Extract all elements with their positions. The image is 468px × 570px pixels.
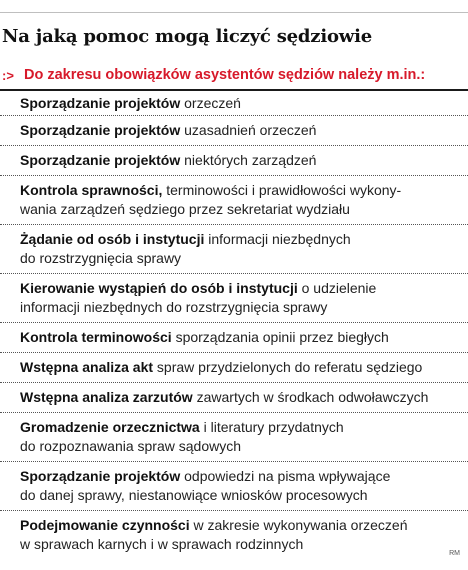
item-bold: Sporządzanie projektów bbox=[20, 152, 181, 168]
list-item bbox=[0, 176, 468, 225]
list-item bbox=[0, 353, 468, 383]
item-bold: Gromadzenie orzecznictwa bbox=[20, 419, 200, 435]
item-bold: Sporządzanie projektów bbox=[20, 122, 181, 138]
item-text-line2: wania zarządzeń sędziego przez sekretariat wydziału bbox=[20, 201, 350, 217]
item-text-line2: do rozstrzygnięcia sprawy bbox=[20, 250, 182, 266]
page-title: Na jaką pomoc mogą liczyć sędziowie bbox=[2, 26, 372, 47]
item-bold: Żądanie od osób i instytucji bbox=[20, 231, 205, 247]
subheading-text: Do zakresu obowiązków asystentów sędziów należy m.in.: bbox=[24, 67, 426, 83]
list-item bbox=[0, 225, 468, 274]
list-item bbox=[0, 413, 468, 462]
list-item bbox=[0, 274, 468, 323]
list-item bbox=[0, 383, 468, 413]
item-text: w zakresie wykonywania orzeczeń bbox=[189, 517, 408, 533]
list-item bbox=[0, 323, 468, 353]
item-text: zawartych w środkach odwoławczych bbox=[192, 389, 429, 405]
item-text: orzeczeń bbox=[180, 95, 241, 111]
item-bold: Sporządzanie projektów bbox=[20, 468, 181, 484]
item-text: niektórych zarządzeń bbox=[180, 152, 317, 168]
item-text: spraw przydzielonych do referatu sędziego bbox=[153, 359, 423, 375]
item-bold: Sporządzanie projektów bbox=[20, 95, 181, 111]
arrow-icon: :> bbox=[2, 67, 14, 83]
section-subheading bbox=[0, 63, 466, 87]
item-text: i literatury przydatnych bbox=[199, 419, 344, 435]
item-text: uzasadnień orzeczeń bbox=[180, 122, 317, 138]
item-bold: Kierowanie wystąpień do osób i instytucji bbox=[20, 280, 298, 296]
item-text-line2: w sprawach karnych i w sprawach rodzinnych bbox=[20, 536, 304, 552]
item-text-line2: do rozpoznawania spraw sądowych bbox=[20, 438, 242, 454]
list-item bbox=[0, 146, 468, 176]
item-bold: Podejmowanie czynności bbox=[20, 517, 190, 533]
credit-label: RM bbox=[449, 550, 460, 557]
item-text: terminowości i prawidłowości wykony- bbox=[162, 182, 402, 198]
item-bold: Wstępna analiza akt bbox=[20, 359, 154, 375]
item-text: informacji niezbędnych bbox=[204, 231, 351, 247]
item-text: sporządzania opinii przez biegłych bbox=[171, 329, 389, 345]
list-item bbox=[0, 511, 468, 559]
duties-list bbox=[0, 91, 468, 559]
item-text-line2: do danej sprawy, niestanowiące wniosków procesowych bbox=[20, 487, 368, 503]
list-item bbox=[0, 91, 468, 116]
item-bold: Wstępna analiza zarzutów bbox=[20, 389, 193, 405]
list-item bbox=[0, 116, 468, 146]
item-bold: Kontrola sprawności, bbox=[20, 182, 163, 198]
list-item bbox=[0, 462, 468, 511]
item-bold: Kontrola terminowości bbox=[20, 329, 172, 345]
item-text: odpowiedzi na pisma wpływające bbox=[180, 468, 391, 484]
item-text-line2: informacji niezbędnych do rozstrzygnięcia sprawy bbox=[20, 299, 328, 315]
item-text: o udzielenie bbox=[297, 280, 377, 296]
top-divider bbox=[0, 12, 468, 13]
